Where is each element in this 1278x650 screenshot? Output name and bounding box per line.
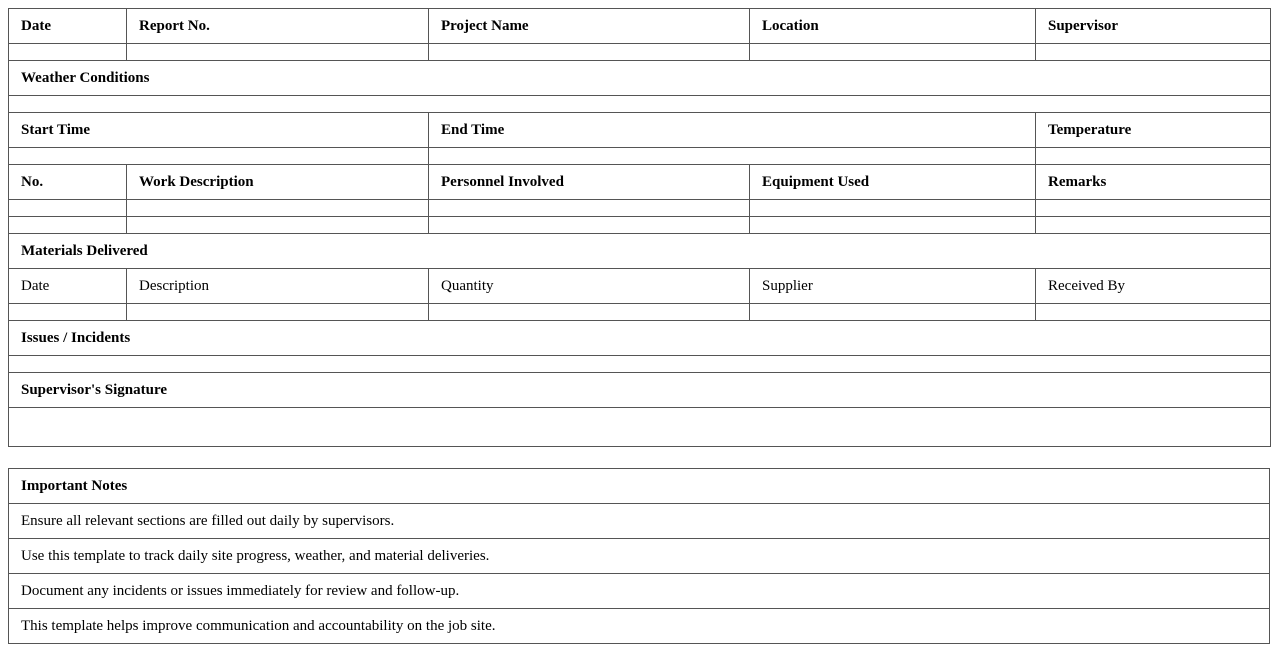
- work-entry-cell[interactable]: [127, 200, 429, 217]
- end-time-header: End Time: [429, 113, 1036, 148]
- report-no-header: Report No.: [127, 9, 429, 44]
- location-entry-cell[interactable]: [750, 44, 1036, 61]
- temperature-header: Temperature: [1036, 113, 1271, 148]
- work-entry-cell[interactable]: [9, 217, 127, 234]
- note-item: Ensure all relevant sections are filled out daily by supervisors.: [9, 504, 1270, 539]
- supervisor-signature-label: Supervisor's Signature: [9, 373, 1271, 408]
- materials-delivered-label: Materials Delivered: [9, 234, 1271, 269]
- signature-section-row: [9, 373, 1271, 408]
- material-received-by-header: Received By: [1036, 269, 1271, 304]
- daily-report-table: [8, 8, 1271, 447]
- signature-entry-cell[interactable]: [9, 408, 1271, 447]
- report-no-entry-cell[interactable]: [127, 44, 429, 61]
- material-quantity-header: Quantity: [429, 269, 750, 304]
- note-row: [9, 609, 1270, 644]
- work-header-row: [9, 165, 1271, 200]
- work-entry-row: [9, 200, 1271, 217]
- work-entry-cell[interactable]: [9, 200, 127, 217]
- note-row: [9, 504, 1270, 539]
- no-header: No.: [9, 165, 127, 200]
- work-entry-row: [9, 217, 1271, 234]
- temperature-entry-cell[interactable]: [1036, 148, 1271, 165]
- location-header: Location: [750, 9, 1036, 44]
- weather-entry-row: [9, 96, 1271, 113]
- remarks-header: Remarks: [1036, 165, 1271, 200]
- supervisor-entry-cell[interactable]: [1036, 44, 1271, 61]
- important-notes-table: [8, 468, 1270, 644]
- material-entry-cell[interactable]: [9, 304, 127, 321]
- material-entry-cell[interactable]: [1036, 304, 1271, 321]
- start-time-entry-cell[interactable]: [9, 148, 429, 165]
- note-row: [9, 539, 1270, 574]
- project-name-header: Project Name: [429, 9, 750, 44]
- time-header-row: [9, 113, 1271, 148]
- equipment-used-header: Equipment Used: [750, 165, 1036, 200]
- time-entry-row: [9, 148, 1271, 165]
- materials-header-row: [9, 269, 1271, 304]
- note-row: [9, 574, 1270, 609]
- material-entry-cell[interactable]: [429, 304, 750, 321]
- report-header-entry-row: [9, 44, 1271, 61]
- note-item: Use this template to track daily site progress, weather, and material deliveries.: [9, 539, 1270, 574]
- start-time-header: Start Time: [9, 113, 429, 148]
- supervisor-header: Supervisor: [1036, 9, 1271, 44]
- weather-conditions-label: Weather Conditions: [9, 61, 1271, 96]
- issues-entry-row: [9, 356, 1271, 373]
- work-entry-cell[interactable]: [750, 217, 1036, 234]
- personnel-involved-header: Personnel Involved: [429, 165, 750, 200]
- important-notes-title: Important Notes: [9, 469, 1270, 504]
- work-entry-cell[interactable]: [1036, 200, 1271, 217]
- materials-entry-row: [9, 304, 1271, 321]
- work-entry-cell[interactable]: [127, 217, 429, 234]
- work-entry-cell[interactable]: [429, 200, 750, 217]
- project-name-entry-cell[interactable]: [429, 44, 750, 61]
- end-time-entry-cell[interactable]: [429, 148, 1036, 165]
- issues-incidents-label: Issues / Incidents: [9, 321, 1271, 356]
- issues-section-row: [9, 321, 1271, 356]
- date-entry-cell[interactable]: [9, 44, 127, 61]
- material-entry-cell[interactable]: [127, 304, 429, 321]
- issues-entry-cell[interactable]: [9, 356, 1271, 373]
- weather-section-row: [9, 61, 1271, 96]
- signature-entry-row: [9, 408, 1271, 447]
- report-header-row: [9, 9, 1271, 44]
- work-description-header: Work Description: [127, 165, 429, 200]
- note-item: Document any incidents or issues immediately for review and follow-up.: [9, 574, 1270, 609]
- work-entry-cell[interactable]: [429, 217, 750, 234]
- date-header: Date: [9, 9, 127, 44]
- material-description-header: Description: [127, 269, 429, 304]
- weather-entry-cell[interactable]: [9, 96, 1271, 113]
- material-entry-cell[interactable]: [750, 304, 1036, 321]
- notes-title-row: [9, 469, 1270, 504]
- work-entry-cell[interactable]: [750, 200, 1036, 217]
- material-date-header: Date: [9, 269, 127, 304]
- work-entry-cell[interactable]: [1036, 217, 1271, 234]
- materials-section-row: [9, 234, 1271, 269]
- material-supplier-header: Supplier: [750, 269, 1036, 304]
- note-item: This template helps improve communication and accountability on the job site.: [9, 609, 1270, 644]
